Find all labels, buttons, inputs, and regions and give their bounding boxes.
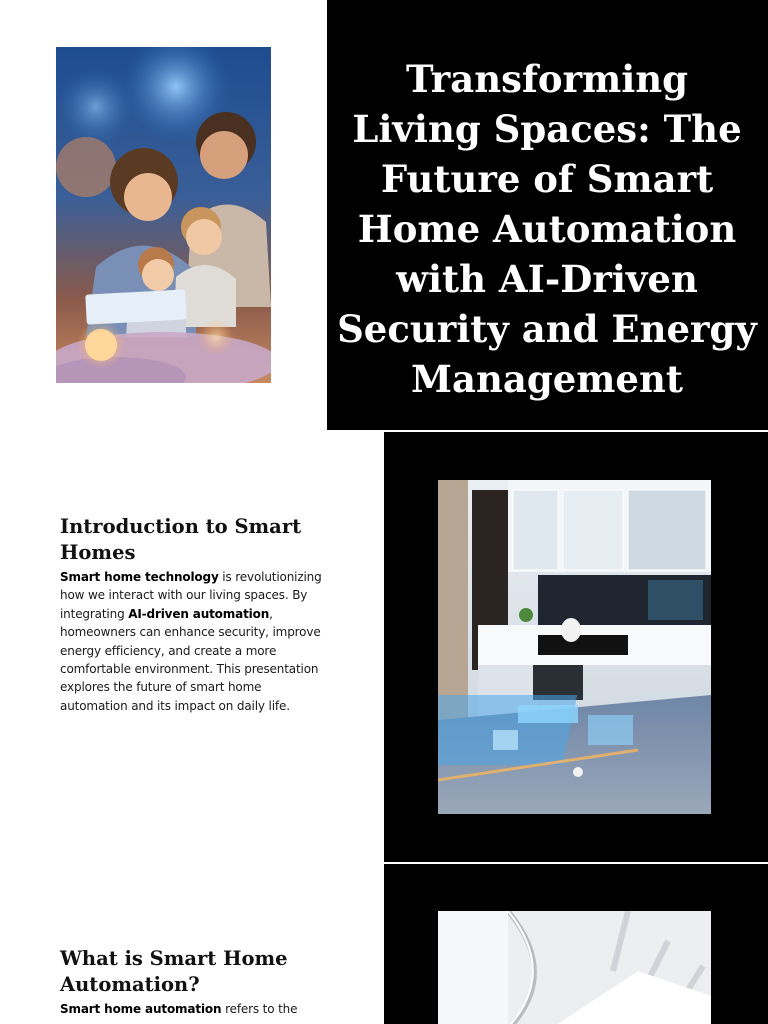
definition-slide bbox=[0, 864, 768, 1024]
device-image-graphic bbox=[438, 911, 711, 1024]
kitchen-image-graphic bbox=[438, 480, 711, 814]
intro-heading: Introduction to Smart Homes bbox=[60, 515, 302, 564]
definition-body-part-2: refers to the bbox=[221, 1002, 298, 1016]
smart-kitchen-image bbox=[438, 480, 711, 814]
title-slide bbox=[0, 0, 768, 430]
definition-heading: What is Smart Home Automation? bbox=[60, 947, 288, 996]
presentation-title: Transforming Living Spaces: The Future of Smart Home Automation with AI-Driven Security and Energy Management bbox=[337, 57, 757, 401]
family-image-graphic bbox=[56, 47, 271, 383]
intro-body-part-1: Smart home technology bbox=[60, 570, 219, 584]
family-tablet-image bbox=[56, 47, 271, 383]
intro-body bbox=[60, 568, 332, 715]
definition-body bbox=[60, 1000, 332, 1018]
intro-body-part-2: is revolutionizing how we interact with our living spaces. By integrating bbox=[60, 570, 322, 621]
intro-body-part-3: AI-driven automation bbox=[128, 606, 270, 621]
white-device-image bbox=[438, 911, 711, 1024]
definition-body-part-1: Smart home automation bbox=[60, 1002, 222, 1016]
intro-slide bbox=[0, 432, 768, 862]
intro-body-part-4: , homeowners can enhance security, improve energy efficiency, and create a more comfortable environment. This presentation explores the future of smart home automation and its impact on daily life. bbox=[60, 606, 321, 713]
